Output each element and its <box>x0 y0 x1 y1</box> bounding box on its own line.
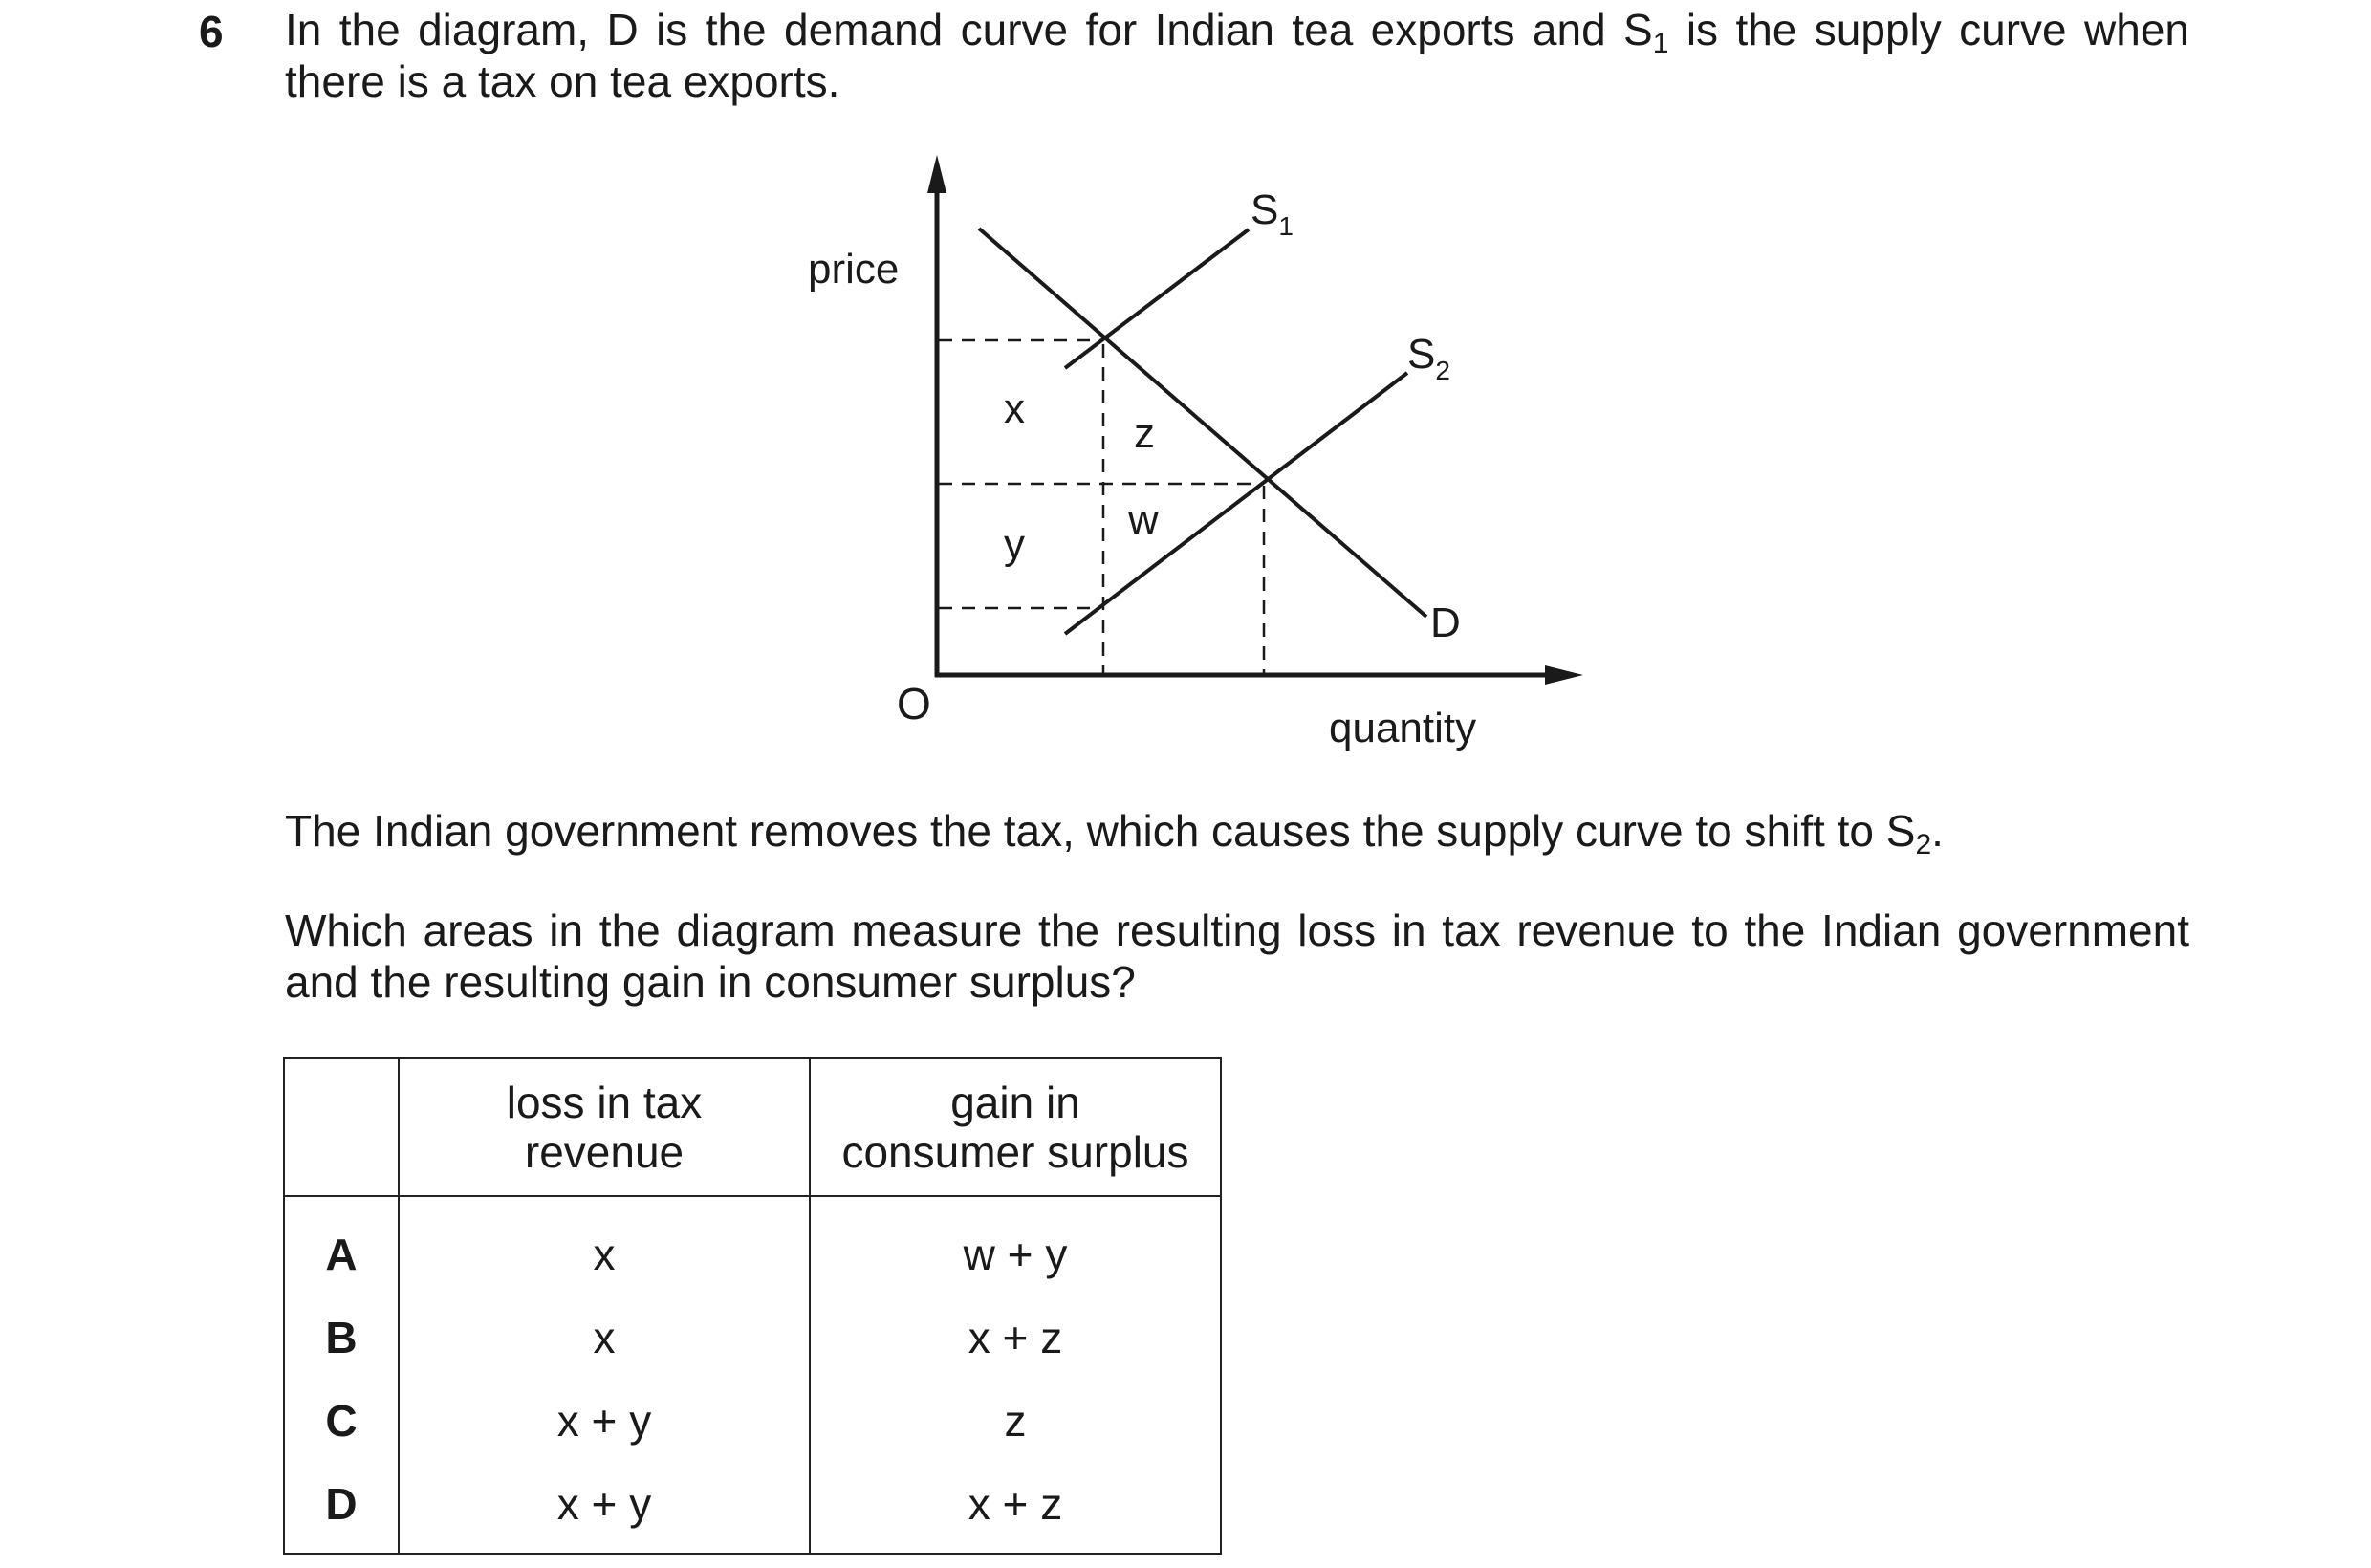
prompt-line-1: Which areas in the diagram measure the resulting loss in tax revenue to the Indian government <box>285 905 2189 955</box>
option-gain: x + z <box>810 1296 1221 1379</box>
stem-line-2: there is a tax on tea exports. <box>285 56 840 106</box>
y-axis-label: price <box>808 246 900 293</box>
table-header-row <box>284 1058 1221 1196</box>
option-gain: z <box>810 1379 1221 1462</box>
option-loss: x + y <box>399 1379 810 1462</box>
option-letter[interactable]: C <box>284 1379 399 1462</box>
option-letter[interactable]: A <box>284 1196 399 1296</box>
table-row[interactable] <box>284 1196 1221 1296</box>
option-gain: w + y <box>810 1196 1221 1296</box>
header-loss-line-1: loss in tax <box>506 1078 703 1127</box>
header-gain-in-consumer-surplus <box>810 1058 1221 1196</box>
area-z-label: z <box>1134 410 1155 457</box>
demand-curve-label: D <box>1430 599 1461 646</box>
header-loss-in-tax-revenue <box>399 1058 810 1196</box>
tax-removal-period: . <box>1931 806 1944 856</box>
supply-curve-s2 <box>1065 373 1407 634</box>
s2-curve-label: $S_2$ <box>1407 331 1450 385</box>
area-w-label: w <box>1128 496 1159 543</box>
prompt-line-2: and the resulting gain in consumer surplus? <box>285 957 1136 1007</box>
stem-text-b: is the supply curve when <box>1668 5 2189 54</box>
option-gain: x + z <box>810 1462 1221 1554</box>
header-loss-line-2: revenue <box>524 1127 685 1177</box>
option-letter[interactable]: D <box>284 1462 399 1554</box>
option-loss: x <box>399 1196 810 1296</box>
area-x-label: x <box>1004 385 1025 432</box>
question-prompt <box>285 904 2189 1008</box>
area-y-label: y <box>1004 521 1025 568</box>
option-loss: x <box>399 1296 810 1379</box>
table-row[interactable] <box>284 1462 1221 1554</box>
tax-removal-statement <box>285 805 1944 860</box>
option-loss: x + y <box>399 1462 810 1554</box>
answer-options-table <box>283 1057 1222 1555</box>
table-row[interactable] <box>284 1379 1221 1462</box>
y-axis-arrowhead <box>927 155 946 193</box>
demand-curve <box>979 229 1426 617</box>
supply-curve-s1 <box>1065 229 1249 368</box>
x-axis-arrowhead <box>1545 665 1583 685</box>
origin-label: O <box>897 679 931 729</box>
table-row[interactable] <box>284 1296 1221 1379</box>
x-axis-label: quantity <box>1329 705 1477 751</box>
stem-subscript: 1 <box>1652 28 1669 59</box>
s1-curve-label: $S_1$ <box>1251 186 1294 241</box>
stem-text-a: In the diagram, D is the demand curve for Indian tea exports and S <box>285 5 1653 54</box>
tax-removal-subscript: 2 <box>1915 829 1932 860</box>
header-letter <box>284 1058 399 1196</box>
option-letter[interactable]: B <box>284 1296 399 1379</box>
header-gain-line-2: consumer surplus <box>841 1127 1189 1177</box>
question-number: 6 <box>199 7 224 56</box>
header-gain-line-1: gain in <box>950 1078 1080 1127</box>
tax-removal-text: The Indian government removes the tax, which causes the supply curve to shift to S <box>285 806 1916 856</box>
